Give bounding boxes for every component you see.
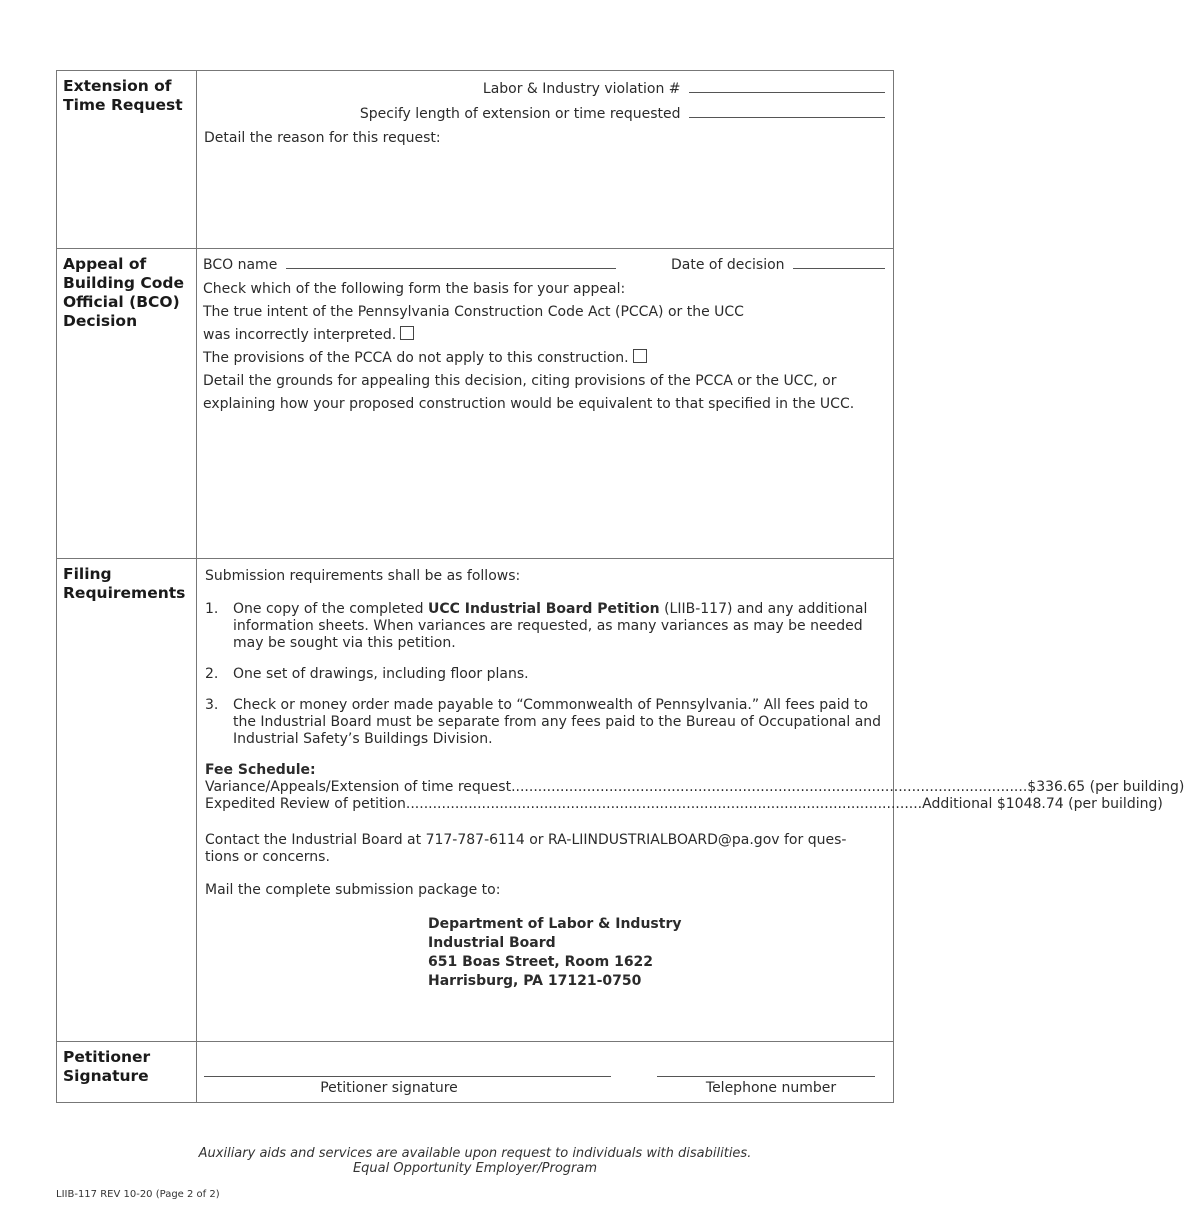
- appeal-detail-line2: explaining how your proposed construction would be equivalent to that specified in the UCC.: [203, 396, 855, 412]
- extension-section: [57, 71, 894, 249]
- extension-reason-label: Detail the reason for this request:: [204, 130, 441, 146]
- appeal-basis-intro: Check which of the following form the basis for your appeal:: [203, 281, 626, 297]
- decision-date-label: Date of decision: [670, 257, 785, 273]
- appeal-option2-checkbox[interactable]: [633, 349, 647, 363]
- leader-dots: ....................................................................................................................: [511, 779, 1028, 795]
- accessibility-notice: Auxiliary aids and services are available upon request to individuals with disabilities.: [198, 1146, 752, 1161]
- appeal-option1-checkbox[interactable]: [400, 326, 414, 340]
- filing-section-label: Filing Requirements: [63, 565, 186, 602]
- signature-section: [57, 1042, 894, 1103]
- petitioner-signature-caption: Petitioner signature: [320, 1080, 458, 1096]
- filing-requirement-item: 1. One copy of the completed UCC Industrial Board Petition (LIIB-117) and any additional information sheets. When variances are requested, as many variances as may be needed may be sought via this petition.: [205, 601, 868, 651]
- extension-reason-field[interactable]: [204, 146, 885, 238]
- appeal-option1-text: The true intent of the Pennsylvania Construction Code Act (PCCA) or the UCC: [203, 304, 744, 320]
- fee-schedule-heading: Fee Schedule:: [205, 762, 316, 778]
- fee-row: Expedited Review of petition .................................................................................................................... Additional $1048.74 (per building): [205, 796, 1163, 812]
- form-code: LIIB-117 REV 10-20 (Page 2 of 2): [56, 1189, 220, 1200]
- extension-section-label: Extension of Time Request: [63, 77, 183, 114]
- bco-name-label: BCO name: [203, 257, 278, 273]
- fee-row: Variance/Appeals/Extension of time request .................................................................................................................... $336.65 (per building): [205, 779, 1184, 795]
- mail-instruction: Mail the complete submission package to:: [205, 882, 501, 898]
- appeal-section-label: Appeal of Building Code Official (BCO) Decision: [63, 255, 185, 330]
- decision-date-field[interactable]: [793, 268, 885, 269]
- filing-intro: Submission requirements shall be as follows:: [205, 568, 521, 584]
- extension-length-field[interactable]: [689, 117, 885, 118]
- equal-opportunity-notice: Equal Opportunity Employer/Program: [352, 1161, 598, 1176]
- appeal-section: [57, 249, 894, 559]
- filing-requirements-list: [205, 601, 886, 748]
- bco-name-field[interactable]: [286, 268, 616, 269]
- appeal-option2-text: The provisions of the PCCA do not apply to this construction.: [203, 350, 629, 366]
- telephone-number-field[interactable]: [657, 1076, 875, 1077]
- mailing-address: Department of Labor & Industry Industrial Board 651 Boas Street, Room 1622 Harrisburg, PA 17121-0750: [428, 916, 682, 989]
- appeal-option1-text-cont: was incorrectly interpreted.: [203, 327, 397, 343]
- filing-requirement-item: 3. Check or money order made payable to “Commonwealth of Pennsylvania.” All fees paid to the Industrial Board must be separate from any fees paid to the Bureau of Occupational and Industrial Safety’s Buildings Division.: [205, 697, 882, 747]
- violation-number-field[interactable]: [689, 92, 885, 93]
- extension-length-label: Specify length of extension or time requested: [359, 106, 681, 122]
- signature-section-label: Petitioner Signature: [63, 1048, 151, 1085]
- petitioner-signature-field[interactable]: [204, 1076, 611, 1077]
- appeal-grounds-field[interactable]: [203, 416, 885, 546]
- violation-number-label: Labor & Industry violation #: [482, 81, 681, 97]
- leader-dots: ....................................................................................................................: [405, 796, 923, 812]
- petition-form-table: [56, 70, 1184, 1103]
- filing-requirement-item: 2. One set of drawings, including floor plans.: [205, 666, 529, 682]
- telephone-number-caption: Telephone number: [705, 1080, 837, 1096]
- contact-info: Contact the Industrial Board at 717-787-6114 or RA-LIINDUSTRIALBOARD@pa.gov for ques-tions or concerns.: [205, 832, 847, 865]
- appeal-detail-line1: Detail the grounds for appealing this decision, citing provisions of the PCCA or the UCC, or: [203, 373, 837, 389]
- filing-section: [57, 559, 894, 1042]
